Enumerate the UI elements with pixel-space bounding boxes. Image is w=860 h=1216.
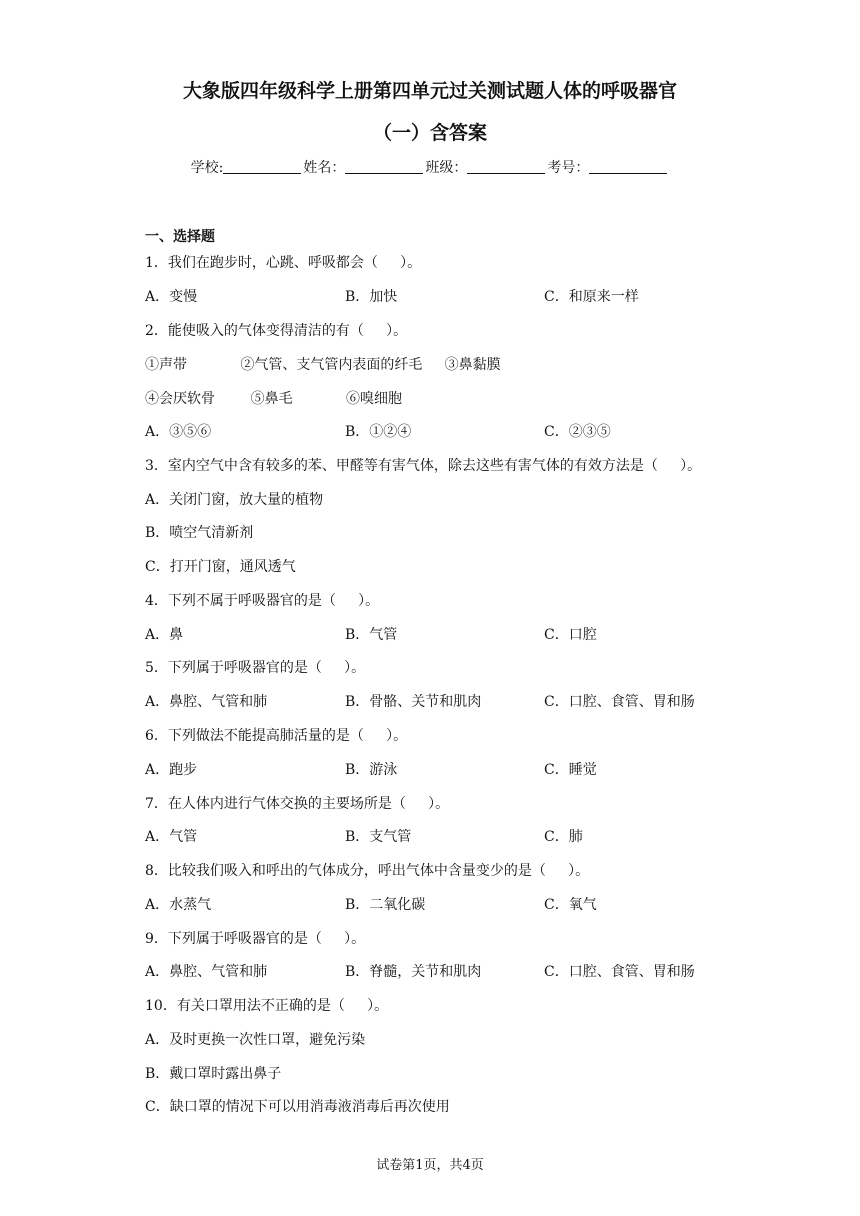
question-4-stem: 4．下列不属于呼吸器官的是（ ）。 [145, 593, 380, 609]
option-b: B．支气管 [345, 829, 412, 845]
option-a: A．鼻腔、气管和肺 [145, 964, 268, 980]
question-7-stem: 7．在人体内进行气体交换的主要场所是（ ）。 [145, 796, 450, 812]
option-a: A．变慢 [145, 289, 198, 305]
question-3-stem: 3．室内空气中含有较多的苯、甲醛等有害气体，除去这些有害气体的有效方法是（ ）。 [145, 458, 702, 474]
option-c: C．和原来一样 [544, 289, 639, 305]
question-6-options [145, 760, 745, 780]
question-10-option-c: C．缺口罩的情况下可以用消毒液消毒后再次使用 [145, 1099, 450, 1115]
question-4-options [145, 625, 745, 645]
question-7-options [145, 827, 745, 847]
option-a: A．水蒸气 [145, 897, 212, 913]
exam-no-blank[interactable] [589, 159, 667, 174]
option-b: B．骨骼、关节和肌肉 [345, 694, 482, 710]
school-blank[interactable] [223, 159, 301, 174]
question-5-options [145, 692, 745, 712]
question-9-options [145, 962, 745, 982]
school-label: 学校: [190, 160, 224, 176]
question-2-options [145, 422, 745, 442]
option-c: C．口腔、食管、胃和肠 [544, 964, 695, 980]
name-blank[interactable] [345, 159, 423, 174]
option-c: C．②③⑤ [544, 424, 611, 440]
question-2-choices-row1: ①声带 ②气管、支气管内表面的纤毛 ③鼻黏膜 [145, 357, 501, 373]
option-c: C．肺 [544, 829, 583, 845]
option-c: C．口腔 [544, 627, 597, 643]
option-c: C．口腔、食管、胃和肠 [544, 694, 695, 710]
question-2-choices-row2: ④会厌软骨 ⑤鼻毛 ⑥嗅细胞 [145, 391, 403, 407]
option-a: A．鼻腔、气管和肺 [145, 694, 268, 710]
student-info-line [0, 158, 860, 178]
option-b: B．脊髓，关节和肌肉 [345, 964, 482, 980]
name-label: 姓名： [303, 160, 346, 176]
class-blank[interactable] [467, 159, 545, 174]
page-title-line1: 大象版四年级科学上册第四单元过关测试题人体的呼吸器官 [182, 80, 677, 102]
section-heading: 一、选择题 [145, 229, 215, 245]
question-9-stem: 9．下列属于呼吸器官的是（ ）。 [145, 931, 366, 947]
question-1-stem: 1．我们在跑步时，心跳、呼吸都会（ ）。 [145, 255, 422, 271]
question-8-options [145, 895, 745, 915]
question-10-stem: 10．有关口罩用法不正确的是（ ）。 [145, 998, 389, 1014]
option-a: A．跑步 [145, 762, 198, 778]
option-b: B．气管 [345, 627, 398, 643]
option-c: C．睡觉 [544, 762, 597, 778]
page-title-line2: （一）含答案 [372, 122, 487, 144]
exam-no-label: 考号： [547, 160, 590, 176]
question-8-stem: 8．比较我们吸入和呼出的气体成分，呼出气体中含量变少的是（ ）。 [145, 863, 590, 879]
page-footer: 试卷第1页，共4页 [376, 1158, 484, 1173]
question-2-stem: 2．能使吸入的气体变得清洁的有（ ）。 [145, 323, 408, 339]
option-a: A．鼻 [145, 627, 184, 643]
option-b: B．加快 [345, 289, 398, 305]
question-1-options [145, 287, 745, 307]
question-10-option-b: B．戴口罩时露出鼻子 [145, 1066, 282, 1082]
question-3-option-b: B．喷空气清新剂 [145, 525, 254, 541]
question-3-option-c: C．打开门窗，通风透气 [145, 559, 296, 575]
option-c: C．氧气 [544, 897, 597, 913]
option-a: A．③⑤⑥ [145, 424, 212, 440]
question-5-stem: 5．下列属于呼吸器官的是（ ）。 [145, 660, 366, 676]
question-10-option-a: A．及时更换一次性口罩，避免污染 [145, 1032, 366, 1048]
option-b: B．游泳 [345, 762, 398, 778]
class-label: 班级： [425, 160, 468, 176]
option-a: A．气管 [145, 829, 198, 845]
question-6-stem: 6．下列做法不能提高肺活量的是（ ）。 [145, 728, 408, 744]
question-3-option-a: A．关闭门窗，放大量的植物 [145, 492, 324, 508]
option-b: B．二氧化碳 [345, 897, 426, 913]
option-b: B．①②④ [345, 424, 412, 440]
